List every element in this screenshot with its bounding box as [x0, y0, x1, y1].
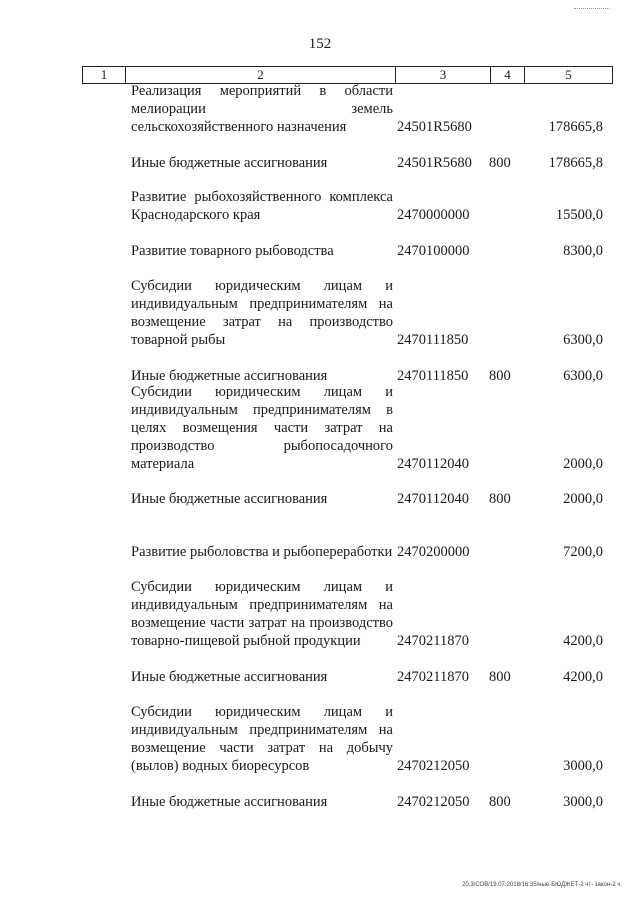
row-amount: 15500,0: [555, 207, 603, 223]
table-row: [0, 668, 640, 686]
header-col-1: 1: [83, 67, 126, 83]
header-col-5: 5: [565, 67, 572, 82]
row-name: Субсидии юридическим лицам и индивидуальным предпринимателям на возмещение части затрат на добычу (вылов) водных биоресурсов: [131, 704, 393, 774]
table-row: [0, 278, 640, 349]
row-amount: 6300,0: [563, 368, 603, 384]
row-code: 2470100000: [397, 243, 470, 259]
row-code: 2470211870: [397, 669, 469, 685]
row-amount: 178665,8: [548, 155, 603, 171]
table-row: [0, 543, 640, 561]
row-name: Иные бюджетные ассигнования: [131, 794, 328, 810]
table-row: [0, 189, 640, 224]
row-amount: 4200,0: [563, 633, 603, 649]
row-code: 24501R5680: [397, 119, 472, 135]
row-code: 2470211870: [397, 633, 469, 649]
row-code: 2470000000: [397, 207, 470, 223]
row-type: 800: [489, 669, 511, 685]
row-code: 2470111850: [397, 332, 469, 348]
row-amount: 2000,0: [563, 491, 603, 507]
row-type: 800: [489, 155, 511, 171]
row-name: Иные бюджетные ассигнования: [131, 155, 328, 171]
corner-mark: [574, 8, 610, 9]
row-type: 800: [489, 491, 511, 507]
row-amount: 3000,0: [563, 794, 603, 810]
row-code: 24501R5680: [397, 155, 472, 171]
row-name: Субсидии юридическим лицам и индивидуальным предпринимателям в целях возмещения части затрат на производство рыбопосадочного материала: [131, 384, 393, 472]
row-amount: 2000,0: [563, 456, 603, 472]
table-row: [0, 83, 640, 136]
row-name: Субсидии юридическим лицам и индивидуальным предпринимателям на возмещение затрат на производство товарной рыбы: [131, 278, 393, 348]
row-amount: 8300,0: [563, 243, 603, 259]
header-col-2: 2: [126, 67, 396, 83]
table-row: [0, 579, 640, 650]
table-row: [0, 704, 640, 775]
row-type: 800: [489, 794, 511, 810]
row-amount: 6300,0: [563, 332, 603, 348]
row-name: Развитие рыбохозяйственного комплекса Краснодарского края: [131, 189, 393, 223]
row-amount: 3000,0: [563, 758, 603, 774]
row-name: Иные бюджетные ассигнования: [131, 368, 328, 384]
row-amount: 4200,0: [563, 669, 603, 685]
row-name: Иные бюджетные ассигнования: [131, 491, 328, 507]
row-code: 2470212050: [397, 758, 470, 774]
table-row: [0, 154, 640, 172]
row-code: 2470200000: [397, 544, 470, 560]
table-row: [0, 793, 640, 811]
row-name: Развитие товарного рыбоводства: [131, 243, 334, 259]
row-code: 2470112040: [397, 456, 469, 472]
row-amount: 178665,8: [548, 119, 603, 135]
row-amount: 7200,0: [563, 544, 603, 560]
row-name: Развитие рыболовства и рыбопереработки: [131, 544, 393, 560]
row-code: 2470212050: [397, 794, 470, 810]
row-name: Реализация мероприятий в области мелиорации земель сельскохозяйственного назначения: [131, 83, 393, 135]
row-code: 2470112040: [397, 491, 469, 507]
table-row: [0, 384, 640, 473]
row-type: 800: [489, 368, 511, 384]
header-col-3: 3: [396, 67, 491, 83]
row-name: Иные бюджетные ассигнования: [131, 669, 328, 685]
page-number: 152: [308, 36, 332, 52]
row-name: Субсидии юридическим лицам и индивидуальным предпринимателям на возмещение части затрат на производство товарно-пищевой рыбной продукции: [131, 579, 393, 649]
table-row: [0, 242, 640, 260]
header-col-4: 4: [491, 67, 525, 83]
footer-stamp: 20.3/СОВ/19.07.2018/16:35/ные-БЮДЖЕТ-2 чт- закон-2 ч.: [462, 882, 622, 888]
table-row: [0, 490, 640, 508]
row-code: 2470111850: [397, 368, 469, 384]
